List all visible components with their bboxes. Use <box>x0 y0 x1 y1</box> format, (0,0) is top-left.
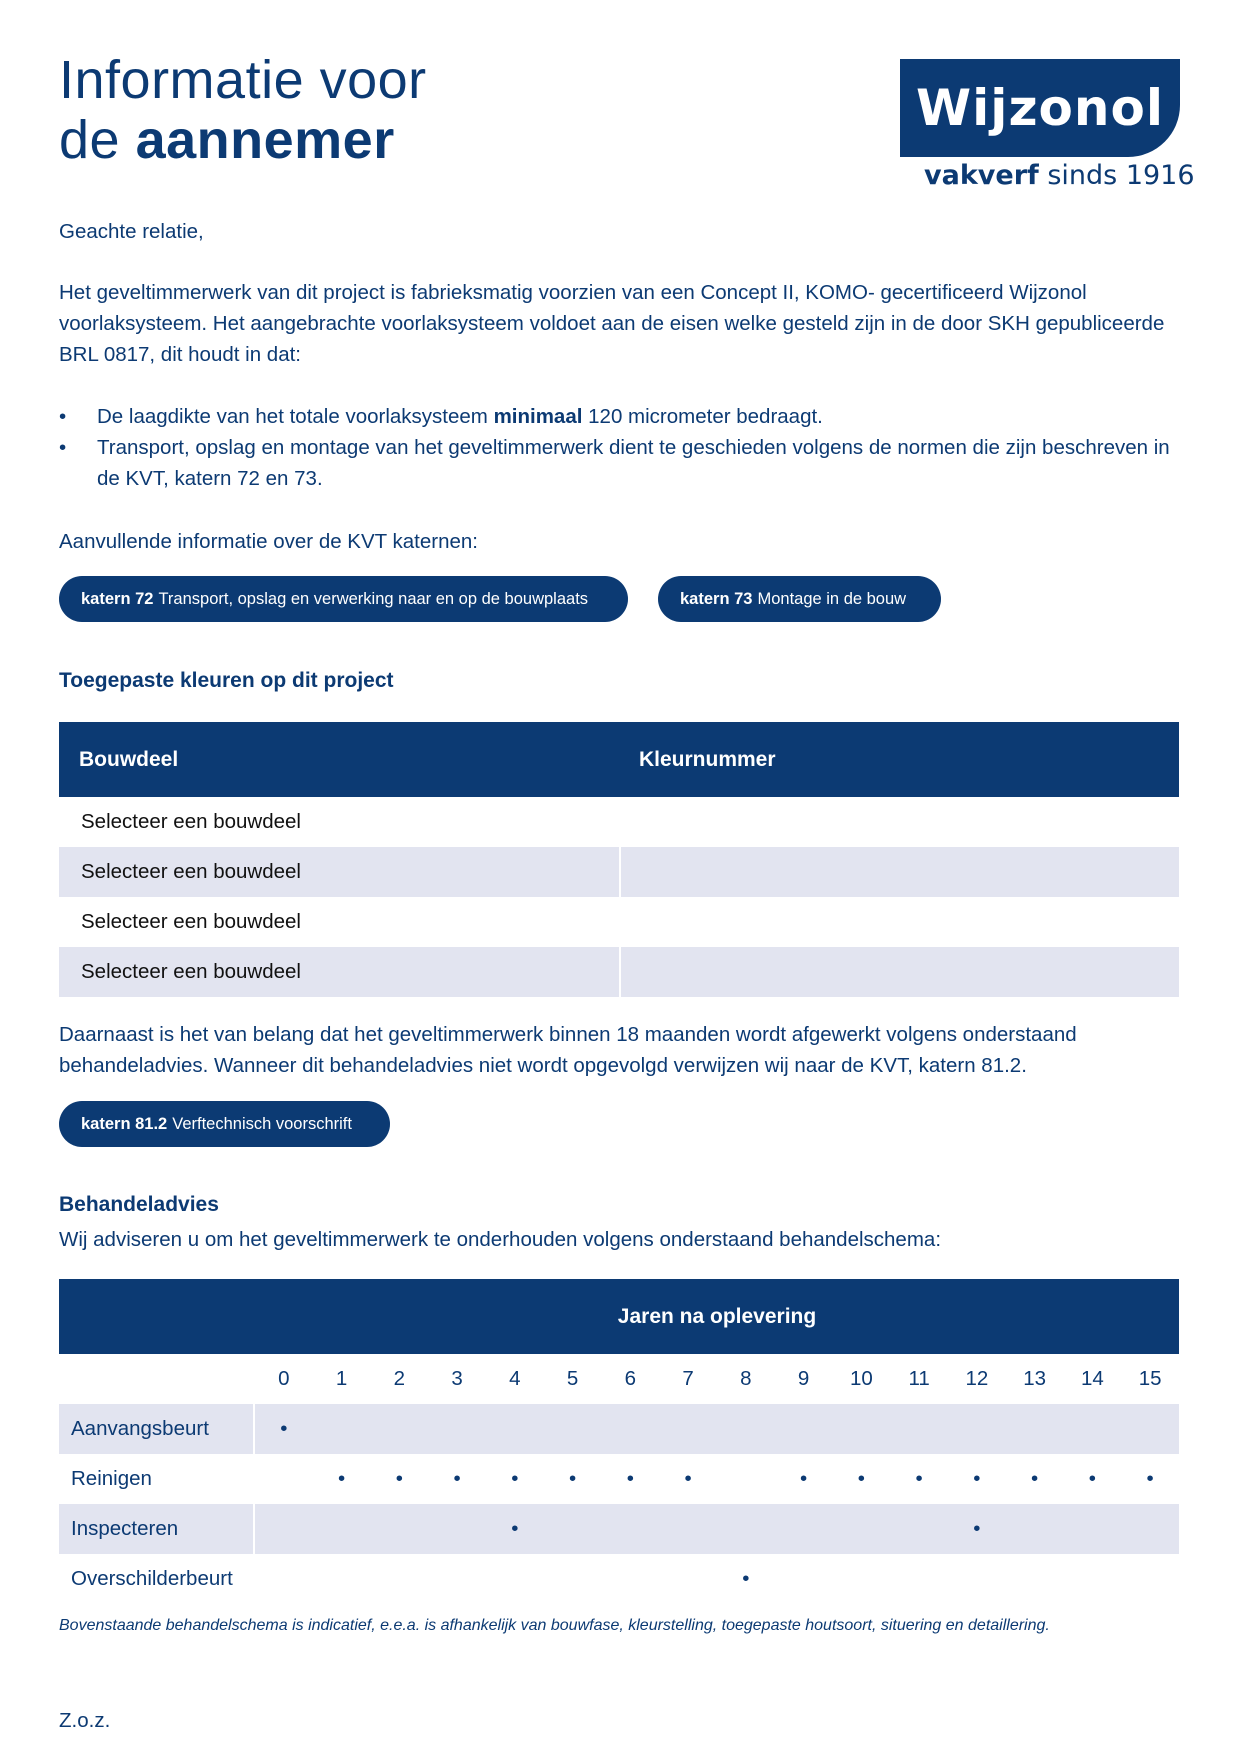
pill-label: Verftechnisch voorschrift <box>172 1114 352 1133</box>
schedule-note: Bovenstaande behandelschema is indicatief, e.e.a. is afhankelijk van bouwfase, kleurstelling, toegepaste houtsoort, situering en detaillering. <box>59 1617 1050 1634</box>
year-label: 12 <box>965 1367 989 1390</box>
page-title <box>59 50 427 170</box>
kleurnummer-field[interactable] <box>619 797 1179 847</box>
bouwdeel-select[interactable]: Selecteer een bouwdeel <box>81 810 301 833</box>
column-header-kleurnummer: Kleurnummer <box>639 747 776 771</box>
list-item <box>59 401 1179 432</box>
table-row <box>59 797 1179 847</box>
schedule-mark: • <box>626 1467 634 1490</box>
schedule-mark: • <box>1031 1467 1039 1490</box>
year-label: 8 <box>740 1367 752 1390</box>
tagline-rest: sinds 1916 <box>1047 160 1195 191</box>
bullet2-text: Transport, opslag en montage van het geveltimmerwerk dient te geschieden volgens de normen die zijn beschreven in de KVT, katern 72 en 73. <box>97 436 1170 490</box>
colors-heading: Toegepaste kleuren op dit project <box>59 669 394 692</box>
year-label: 7 <box>682 1367 694 1390</box>
year-label: 6 <box>624 1367 637 1390</box>
katern-812-button[interactable] <box>59 1101 390 1147</box>
bullet-icon: • <box>59 405 67 428</box>
title-line-2-prefix: de <box>59 110 121 170</box>
years-row <box>59 1354 1179 1404</box>
greeting: Geachte relatie, <box>59 220 204 243</box>
schedule-row-label: Overschilderbeurt <box>71 1567 233 1590</box>
title-line-1: Informatie voor <box>59 50 427 110</box>
column-header-bouwdeel: Bouwdeel <box>79 747 179 771</box>
kleurnummer-field[interactable] <box>619 847 1179 897</box>
schedule-row <box>59 1404 1179 1454</box>
year-label: 2 <box>393 1367 406 1390</box>
schedule-mark: • <box>915 1467 923 1490</box>
schedule-mark: • <box>973 1517 981 1540</box>
year-label: 5 <box>566 1367 579 1390</box>
after-table-paragraph: Daarnaast is het van belang dat het geveltimmerwerk binnen 18 maanden wordt afgewerkt volgens onderstaand behandeladvies. Wanneer dit behandeladvies niet wordt opgevolgd verwijzen wij naar de KVT, katern 81.2. <box>59 1023 1077 1077</box>
schedule-row-label: Reinigen <box>71 1467 152 1490</box>
year-label: 0 <box>278 1367 290 1390</box>
schedule-mark: • <box>800 1467 808 1490</box>
bullet-icon: • <box>59 436 67 459</box>
bouwdeel-select[interactable]: Selecteer een bouwdeel <box>59 947 619 997</box>
logo-text: Wijzonol <box>916 79 1164 137</box>
bullet1-post: 120 micrometer bedraagt. <box>588 405 823 428</box>
schedule-mark: • <box>1088 1467 1096 1490</box>
schedule-row <box>59 1554 1179 1604</box>
year-label: 10 <box>849 1367 873 1390</box>
schedule-mark: • <box>742 1567 750 1590</box>
colors-table <box>59 722 1179 997</box>
schedule-mark: • <box>511 1517 519 1540</box>
schedule-header: Jaren na oplevering <box>59 1279 1179 1354</box>
pill-label-bold: katern 81.2 <box>81 1114 168 1133</box>
intro-paragraph: Het geveltimmerwerk van dit project is fabrieksmatig voorzien van een Concept II, KOMO- gecertificeerd Wijzonol voorlaksysteem. Het aangebrachte voorlaksysteem voldoet aan de eisen welke gesteld zijn in de door SKH gepubliceerde BRL 0817, dit houdt in dat: <box>59 281 1165 366</box>
schedule-mark: • <box>280 1417 288 1440</box>
schedule-mark: • <box>511 1467 519 1490</box>
table-row <box>59 847 1179 897</box>
katern-73-button[interactable] <box>658 576 941 622</box>
schedule-mark: • <box>569 1467 577 1490</box>
schedule-row-label: Aanvangsbeurt <box>59 1404 253 1454</box>
kleurnummer-field[interactable] <box>619 897 1179 947</box>
bullet1-pre: De laagdikte van het totale voorlaksysteem <box>97 405 488 428</box>
table-header <box>59 722 1179 797</box>
bullet1-bold: minimaal <box>493 405 583 428</box>
advice-heading: Behandeladvies <box>59 1193 219 1216</box>
pill-label: Montage in de bouw <box>757 589 907 608</box>
schedule-row <box>59 1504 1179 1554</box>
kvt-intro: Aanvullende informatie over de KVT katernen: <box>59 530 478 553</box>
pill-label: Transport, opslag en verwerking naar en op de bouwplaats <box>158 589 589 608</box>
schedule-row <box>59 1454 1179 1504</box>
bouwdeel-select[interactable]: Selecteer een bouwdeel <box>59 847 619 897</box>
requirements-list <box>59 401 1179 494</box>
year-label: 9 <box>797 1367 810 1390</box>
year-label: 3 <box>451 1367 463 1390</box>
pill-label-bold: katern 72 <box>81 589 154 608</box>
bouwdeel-select[interactable]: Selecteer een bouwdeel <box>81 910 301 933</box>
schedule-mark: • <box>973 1467 981 1490</box>
schedule-mark: • <box>453 1467 461 1490</box>
title-line-2-bold: aannemer <box>135 110 395 170</box>
year-label: 13 <box>1023 1367 1047 1390</box>
pill-label-bold: katern 73 <box>680 589 753 608</box>
schedule-mark: • <box>395 1467 403 1490</box>
table-row <box>59 947 1179 997</box>
year-label: 15 <box>1138 1367 1162 1390</box>
year-label: 14 <box>1080 1367 1104 1390</box>
schedule-row-label: Inspecteren <box>59 1504 253 1554</box>
year-label: 4 <box>509 1367 521 1390</box>
year-label: 11 <box>908 1367 930 1390</box>
tagline-bold: vakverf <box>924 160 1039 191</box>
table-row <box>59 897 1179 947</box>
wijzonol-logo <box>900 59 1180 157</box>
schedule-mark: • <box>857 1467 865 1490</box>
year-label: 1 <box>335 1367 348 1390</box>
list-item <box>59 432 1179 494</box>
schedule-mark: • <box>338 1467 346 1490</box>
katern-72-button[interactable] <box>59 576 628 622</box>
advice-intro: Wij adviseren u om het geveltimmerwerk te onderhouden volgens onderstaand behandelschema: <box>59 1228 942 1251</box>
schedule-mark: • <box>684 1467 692 1490</box>
maintenance-schedule-table <box>59 1279 1179 1604</box>
kleurnummer-field[interactable] <box>619 947 1179 997</box>
turn-over-note: Z.o.z. <box>59 1709 111 1732</box>
schedule-mark: • <box>1146 1467 1154 1490</box>
logo-tagline <box>924 160 1195 191</box>
